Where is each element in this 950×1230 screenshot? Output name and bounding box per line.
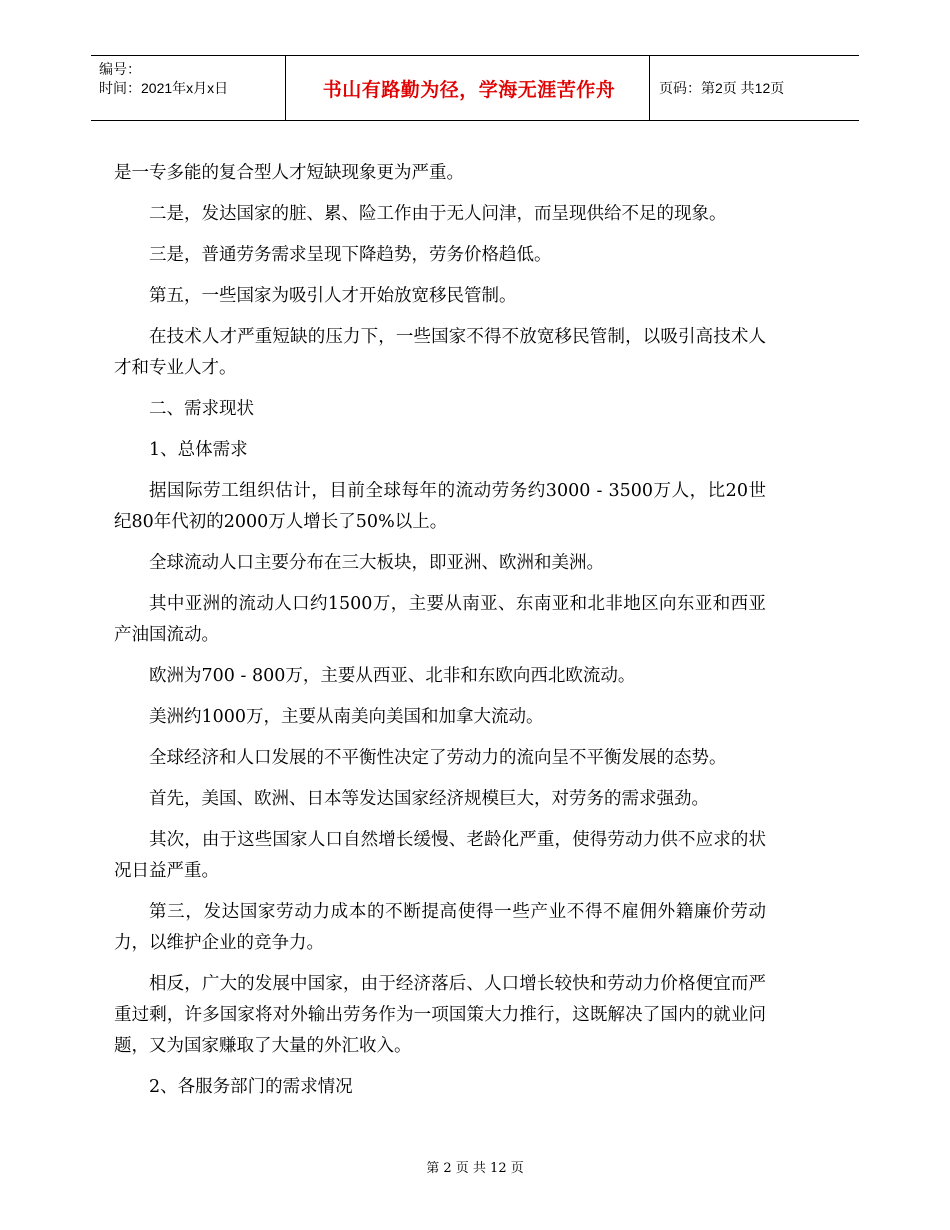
subsection-heading: 2、各服务部门的需求情况: [149, 1077, 353, 1097]
page-header: [91, 55, 859, 121]
paragraph: 全球经济和人口发展的不平衡性决定了劳动力的流向呈不平衡发展的态势。: [149, 748, 727, 768]
paragraph: 在技术人才严重短缺的压力下，一些国家不得不放宽移民管制，以吸引高技术人才和专业人才。: [114, 327, 766, 378]
paragraph: 三是，普通劳务需求呈现下降趋势，劳务价格趋低。: [149, 245, 552, 265]
page-footer: 第 2 页 共 12 页: [426, 1161, 524, 1176]
header-divider: [649, 56, 650, 120]
document-body: [114, 158, 766, 1113]
number-label: 编号：: [99, 61, 141, 77]
header-meta: [99, 60, 228, 98]
paragraph: 欧洲为700 - 800万，主要从西亚、北非和东欧向西北欧流动。: [149, 666, 636, 686]
page-info: 页码：第2页 共12页: [659, 80, 785, 96]
paragraph: 据国际劳工组织估计，目前全球每年的流动劳务约3000 - 3500万人，比20世纪80年代初的2000万人增长了50%以上。: [114, 481, 766, 532]
time-label: 时间：2021年x月x日: [99, 80, 229, 96]
header-motto: 书山有路勤为径，学海无涯苦作舟: [322, 78, 616, 101]
subsection-heading: 1、总体需求: [149, 440, 248, 460]
paragraph: 美洲约1000万，主要从南美向美国和加拿大流动。: [149, 707, 544, 727]
paragraph: 相反，广大的发展中国家，由于经济落后、人口增长较快和劳动力价格便宜而严重过剩，许多国家将对外输出劳务作为一项国策大力推行，这既解决了国内的就业问题，又为国家赚取了大量的外汇收入。: [114, 974, 766, 1056]
paragraph: 是一专多能的复合型人才短缺现象更为严重。: [114, 163, 464, 183]
paragraph: 首先，美国、欧洲、日本等发达国家经济规模巨大，对劳务的需求强劲。: [149, 789, 709, 809]
paragraph: 二是，发达国家的脏、累、险工作由于无人问津，而呈现供给不足的现象。: [149, 204, 727, 224]
header-divider: [285, 56, 286, 120]
paragraph: 其中亚洲的流动人口约1500万，主要从南亚、东南亚和北非地区向东亚和西亚产油国流动。: [114, 594, 766, 645]
paragraph: 其次，由于这些国家人口自然增长缓慢、老龄化严重，使得劳动力供不应求的状况日益严重。: [114, 830, 766, 881]
section-heading: 二、需求现状: [149, 399, 254, 419]
paragraph: 全球流动人口主要分布在三大板块，即亚洲、欧洲和美洲。: [149, 553, 604, 573]
paragraph: 第五，一些国家为吸引人才开始放宽移民管制。: [149, 286, 517, 306]
paragraph: 第三，发达国家劳动力成本的不断提高使得一些产业不得不雇佣外籍廉价劳动力，以维护企业的竞争力。: [114, 902, 766, 953]
